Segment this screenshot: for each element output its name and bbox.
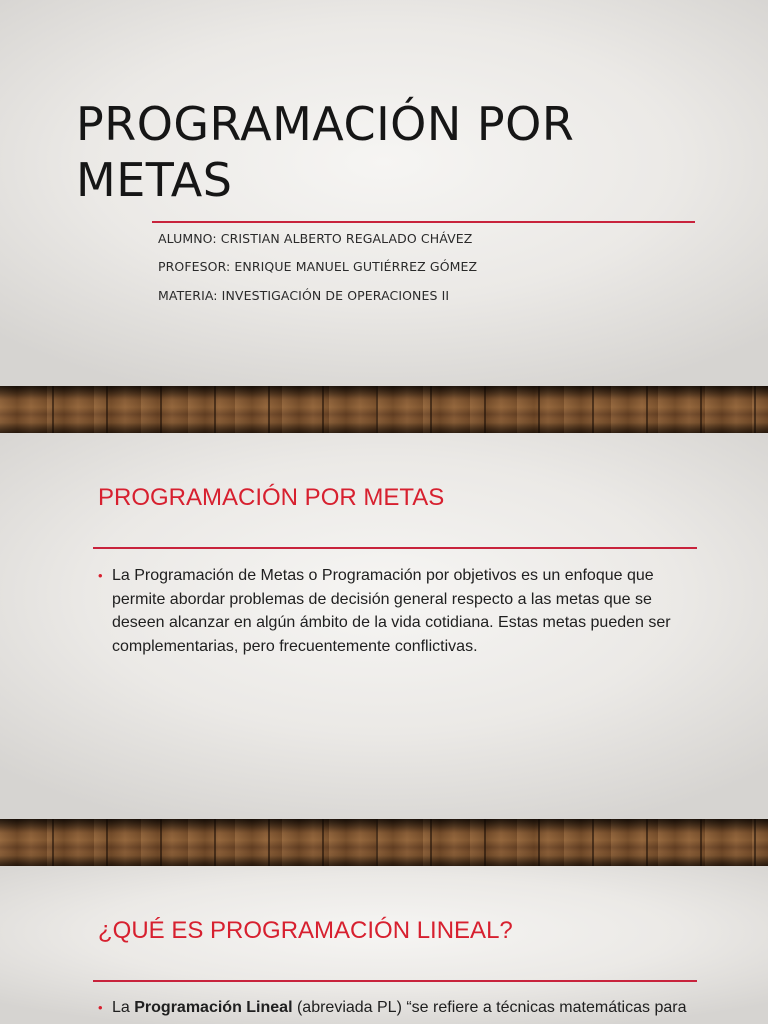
wood-floor-divider (0, 819, 768, 866)
bullet-dot-icon: • (98, 1000, 103, 1015)
slide2-title: PROGRAMACIÓN POR METAS (98, 484, 445, 511)
subject-line: MATERIA: INVESTIGACIÓN DE OPERACIONES II (158, 288, 450, 303)
slide2-divider (93, 547, 697, 549)
presentation-title: PROGRAMACIÓN POR METAS (76, 97, 575, 207)
slide3-bullet-bold: Programación Lineal (134, 999, 293, 1016)
slide-title (0, 0, 768, 386)
wood-floor-divider (0, 386, 768, 433)
slide3-divider (93, 980, 697, 982)
slide2-bullet-text: La Programación de Metas o Programación por objetivos es un enfoque que permite abordar problemas de decisión general respecto a las metas que se deseen alcanzar en algún ámbito de la vida cotidiana. Estas metas pueden ser complementarias, pero frecuentemente conflictivas. (112, 567, 671, 655)
bullet-dot-icon: • (98, 568, 103, 583)
slide2-bullet (98, 564, 688, 658)
slide3-bullet-rest: (abreviada PL) “se refiere a técnicas matemáticas para (292, 999, 687, 1016)
slide3-bullet (98, 996, 688, 1020)
teacher-line: PROFESOR: ENRIQUE MANUEL GUTIÉRREZ GÓMEZ (158, 259, 478, 274)
slide3-bullet-prefix: La (112, 999, 135, 1016)
student-line: ALUMNO: CRISTIAN ALBERTO REGALADO CHÁVEZ (158, 231, 473, 246)
title-divider (152, 221, 695, 223)
slide3-title: ¿QUÉ ES PROGRAMACIÓN LINEAL? (98, 917, 513, 944)
